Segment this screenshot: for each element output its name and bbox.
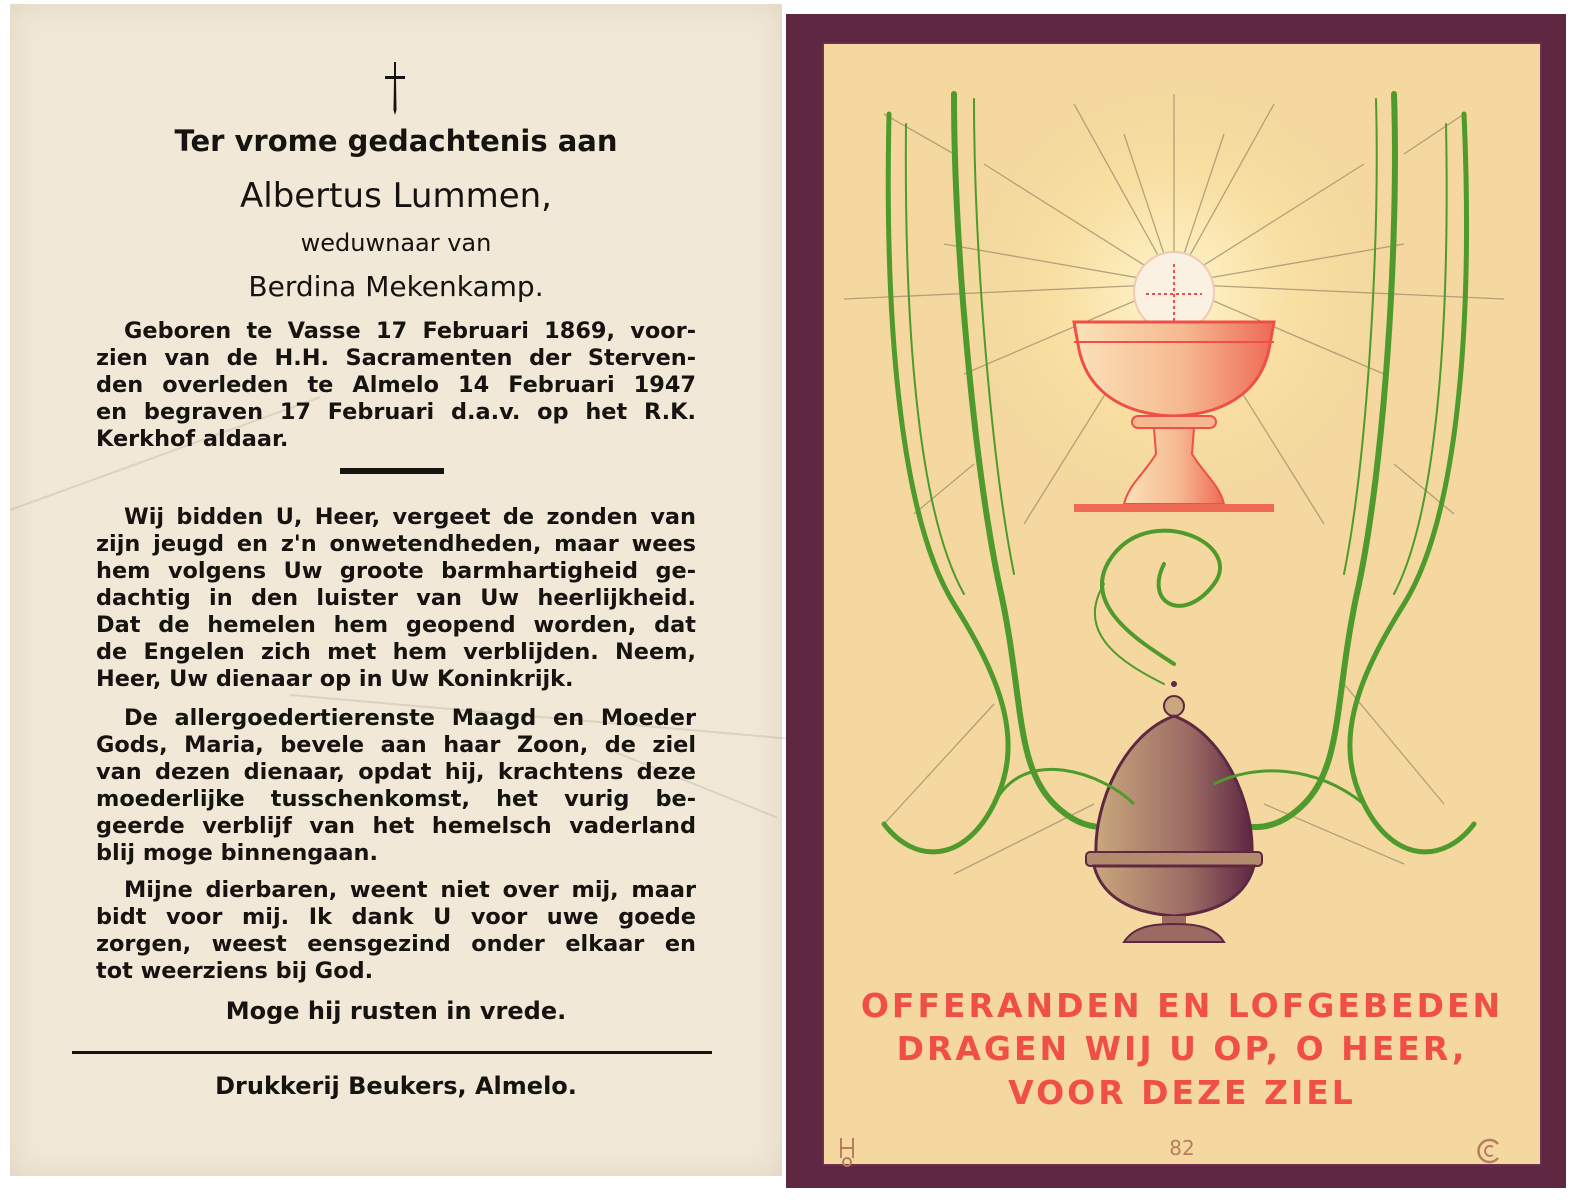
paragraph-line: Gods, Maria, bevele aan haar Zoon, de ziel (96, 732, 696, 758)
paragraph-line: Geboren te Vasse 17 Februari 1869, voor- (124, 318, 696, 344)
paragraph-line: Kerkhof aldaar. (96, 426, 289, 452)
divider (340, 468, 444, 474)
paragraph-line: en begraven 17 Februari d.a.v. op het R.K. (96, 399, 696, 425)
paragraph-line: Mijne dierbaren, weent niet over mij, maar (124, 877, 696, 903)
paragraph-line: dachtig in den luister van Uw heerlijkheid. (96, 585, 696, 611)
prayer-paragraph-3 (96, 877, 696, 985)
paragraph-line: Heer, Uw dienaar op in Uw Koninkrijk. (96, 666, 574, 692)
memorial-intro: Ter vrome gedachtenis aan (174, 124, 618, 158)
printer-credit: Drukkerij Beukers, Almelo. (215, 1072, 577, 1100)
paragraph-line: hem volgens Uw groote barmhartigheid ge- (96, 558, 696, 584)
paragraph-line: Dat de hemelen hem geopend worden, dat (96, 612, 696, 638)
paragraph-line: bidt voor mij. Ik dank U voor uwe goede (96, 904, 696, 930)
paragraph-line: den overleden te Almelo 14 Februari 1947 (96, 372, 696, 398)
paragraph-line: zorgen, weest eensgezind onder elkaar en (96, 931, 696, 957)
paragraph-line: De allergoedertierenste Maagd en Moeder (124, 705, 696, 731)
censer (1086, 681, 1262, 942)
paragraph-line: zien van de H.H. Sacramenten der Sterven- (96, 345, 696, 371)
memorial-text-card (10, 4, 782, 1176)
prayer-paragraph-1 (96, 504, 696, 693)
caption-line: OFFERANDEN EN LOFGEBEDEN (860, 986, 1504, 1025)
cross-icon (375, 60, 415, 116)
deceased-name: Albertus Lummen, (240, 176, 552, 216)
birth-death-paragraph (96, 318, 696, 453)
caption-line: VOOR DEZE ZIEL (1008, 1073, 1356, 1112)
paragraph-line: blij moge binnengaan. (96, 840, 378, 866)
paragraph-line: zijn jeugd en z'n onwetendheden, maar wees (96, 531, 696, 557)
relation-text: weduwnaar van (300, 229, 492, 257)
card-number: 82 (1169, 1136, 1195, 1160)
paragraph-line: van dezen dienaar, opdat hij, krachtens deze (96, 759, 696, 785)
copyright-mark-icon (1474, 1136, 1504, 1166)
prayer-paragraph-2 (96, 705, 696, 867)
illustration-panel (822, 42, 1542, 1166)
chalice-censer-illustration (824, 44, 1540, 984)
rest-in-peace-line: Moge hij rusten in vrede. (225, 997, 567, 1025)
illustrated-card (786, 14, 1566, 1188)
paragraph-line: geerde verblijf van het hemelsch vaderland (96, 813, 696, 839)
footer-divider (72, 1051, 712, 1054)
paragraph-line: tot weerziens bij God. (96, 958, 374, 984)
paragraph-line: Wij bidden U, Heer, vergeet de zonden van (124, 504, 696, 530)
paragraph-line: moederlijke tusschenkomst, het vurig be- (96, 786, 696, 812)
spouse-name: Berdina Mekenkamp. (248, 270, 544, 303)
caption-line: DRAGEN WIJ U OP, O HEER, (896, 1029, 1468, 1068)
paragraph-line: de Engelen zich met hem verblijden. Neem, (96, 639, 696, 665)
